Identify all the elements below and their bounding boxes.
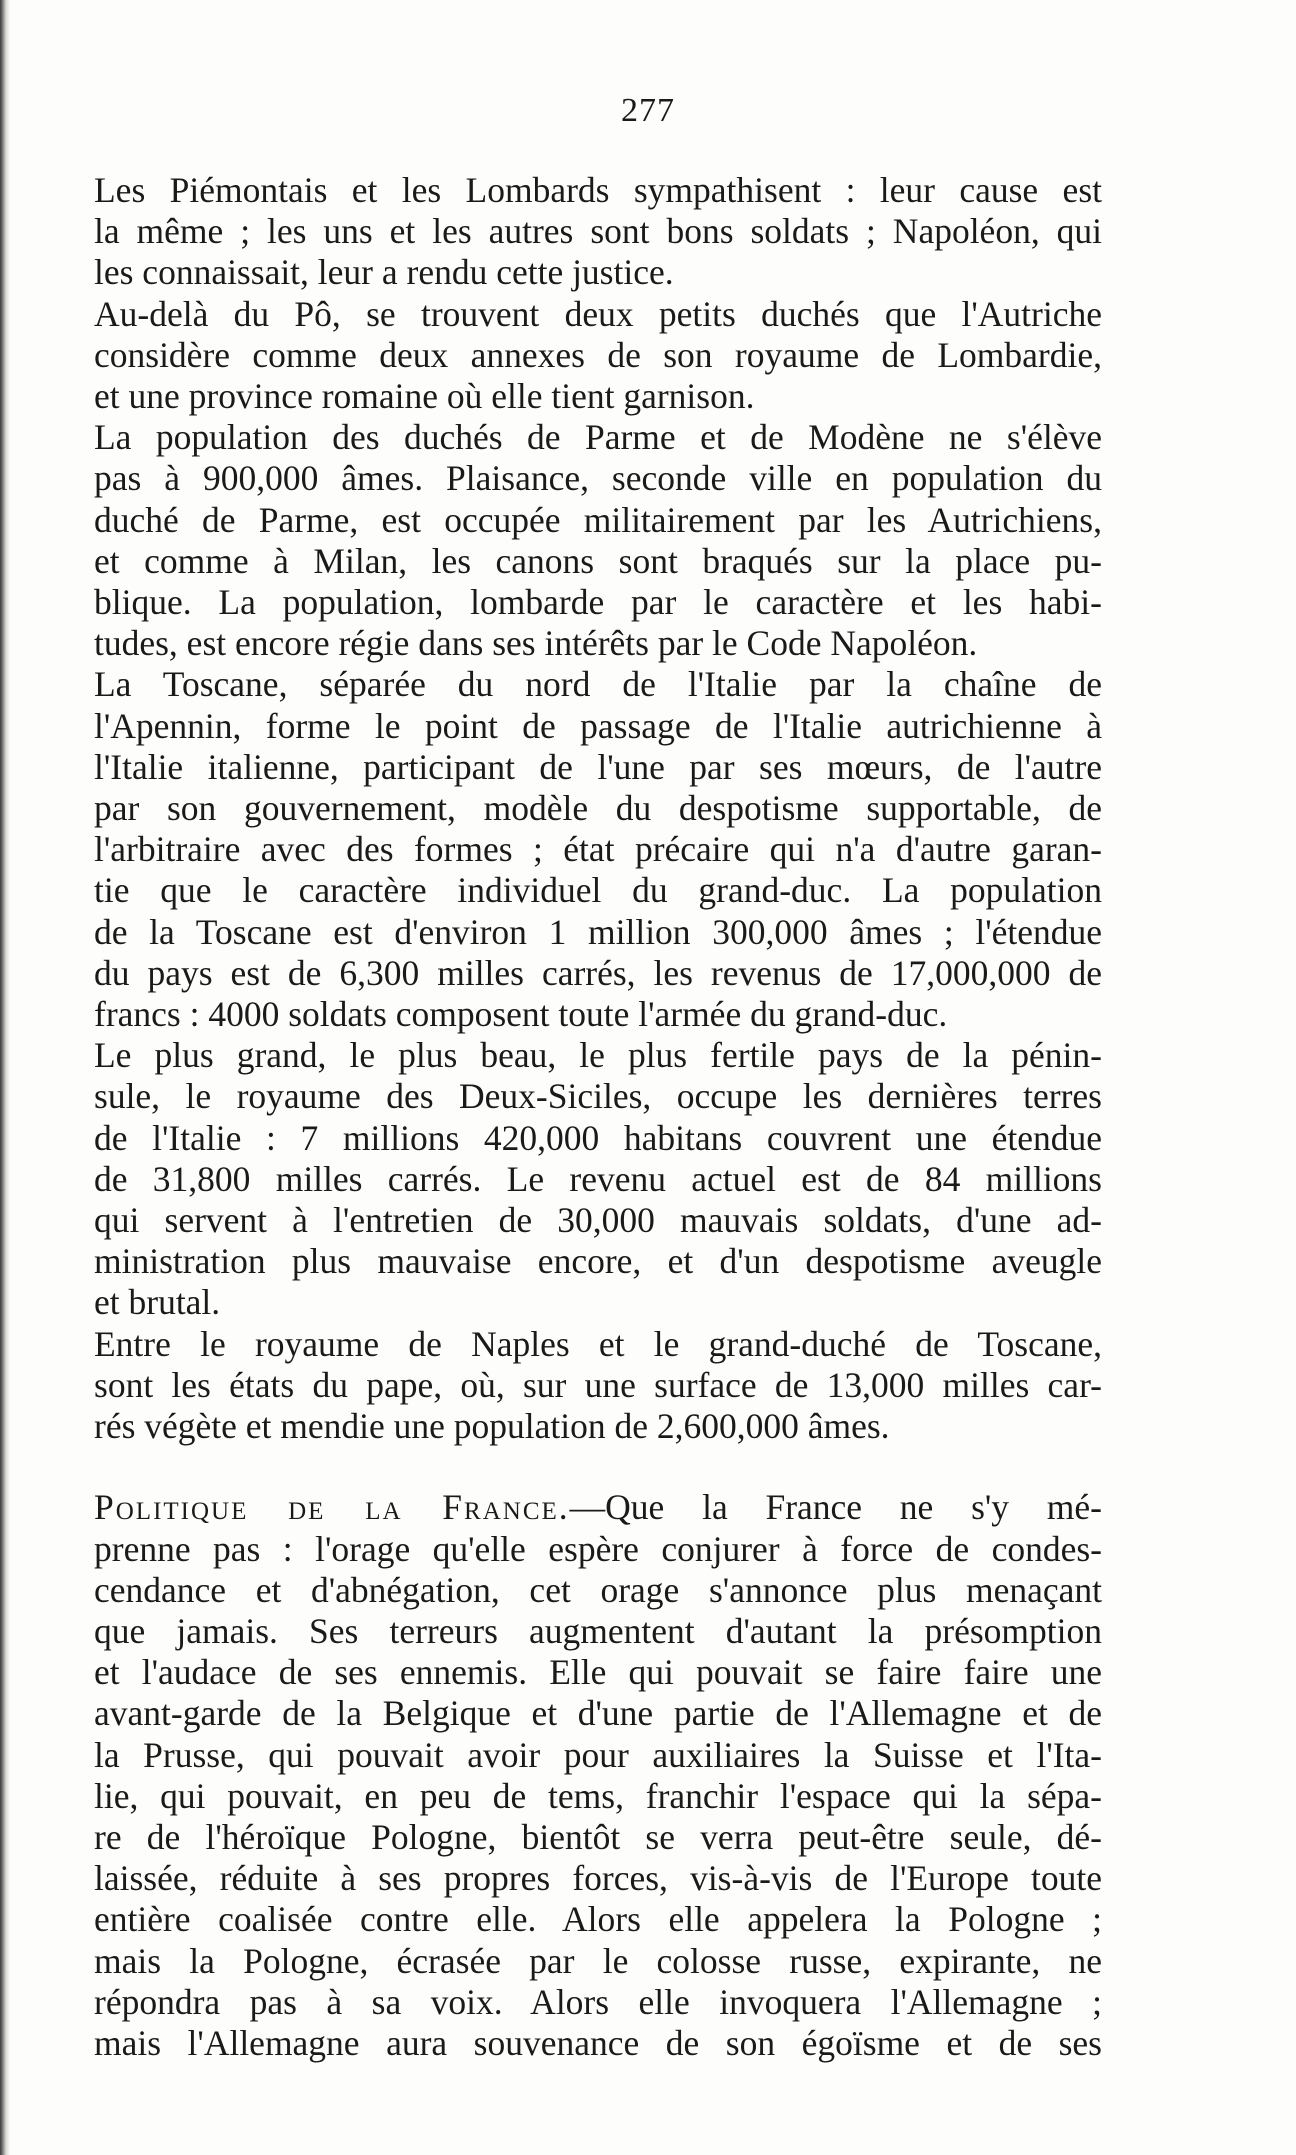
text-line: la même ; les uns et les autres sont bons soldats ; Napoléon, qui [94,211,1102,252]
text-line: La Toscane, séparée du nord de l'Italie par la chaîne de [94,664,1102,705]
text-line: blique. La population, lombarde par le caractère et les habi- [94,582,1102,623]
text-line: répondra pas à sa voix. Alors elle invoquera l'Allemagne ; [94,1981,1102,2022]
text-line: ministration plus mauvaise encore, et d'un despotisme aveugle [94,1241,1102,1282]
text-line: duché de Parme, est occupée militairement par les Autrichiens, [94,499,1102,540]
text-line: et l'audace de ses ennemis. Elle qui pouvait se faire faire une [94,1652,1102,1693]
text-line: et comme à Milan, les canons sont braqués sur la place pu- [94,540,1102,581]
text-line: de 31,800 milles carrés. Le revenu actuel est de 84 millions [94,1158,1102,1199]
page-number: 277 [621,92,675,129]
section-heading-continuation: —Que la France ne s'y mé- [569,1487,1102,1528]
text-line: les connaissait, leur a rendu cette justice. [94,252,674,293]
text-line: francs : 4000 soldats composent toute l'armée du grand-duc. [94,994,948,1035]
text-line: l'arbitraire avec des formes ; état précaire qui n'a d'autre garan- [94,829,1102,870]
text-line: pas à 900,000 âmes. Plaisance, seconde ville en population du [94,458,1102,499]
text-line: Entre le royaume de Naples et le grand-duché de Toscane, [94,1323,1102,1364]
text-line: par son gouvernement, modèle du despotisme supportable, de [94,788,1102,829]
section-politique-france [62,1487,1102,2064]
body-text [62,170,1102,2064]
section-heading: Politique de la France. [94,1487,570,1528]
text-line: rés végète et mendie une population de 2,600,000 âmes. [94,1406,890,1447]
text-line: de la Toscane est d'environ 1 million 300,000 âmes ; l'étendue [94,911,1102,952]
text-line: que jamais. Ses terreurs augmentent d'autant la présomption [94,1610,1102,1651]
text-line: tie que le caractère individuel du grand-duc. La population [94,870,1102,911]
text-line: tudes, est encore régie dans ses intérêts par le Code Napoléon. [94,623,978,664]
paragraph-tuscany [62,664,1102,1035]
paragraph-duchies [62,294,1102,418]
text-line: l'Apennin, forme le point de passage de l'Italie autrichienne à [94,705,1102,746]
text-line: et brutal. [94,1282,221,1323]
text-line: du pays est de 6,300 milles carrés, les revenus de 17,000,000 de [94,952,1102,993]
text-line: Au-delà du Pô, se trouvent deux petits duchés que l'Autriche [94,293,1102,334]
paragraph-parma-modena [62,417,1102,664]
text-line: Les Piémontais et les Lombards sympathisent : leur cause est [94,170,1102,210]
text-line: laissée, réduite à ses propres forces, vis-à-vis de l'Europe toute [94,1858,1102,1899]
text-line: sont les états du pape, où, sur une surface de 13,000 milles car- [94,1364,1102,1405]
text-line [62,1487,1102,1528]
text-line: mais l'Allemagne aura souvenance de son égoïsme et de ses [94,2022,1102,2063]
text-line: la Prusse, qui pouvait avoir pour auxiliaires la Suisse et l'Ita- [94,1734,1102,1775]
text-line: sule, le royaume des Deux-Siciles, occupe les dernières terres [94,1076,1102,1117]
text-line: considère comme deux annexes de son royaume de Lombardie, [94,334,1102,375]
paragraph-papal-states [62,1324,1102,1448]
text-line: de l'Italie : 7 millions 420,000 habitans couvrent une étendue [94,1117,1102,1158]
paragraph-piedmont-lombardy [62,170,1102,294]
text-line: l'Italie italienne, participant de l'une par ses mœurs, de l'autre [94,746,1102,787]
text-line: La population des duchés de Parme et de Modène ne s'élève [94,417,1102,458]
text-line: entière coalisée contre elle. Alors elle appelera la Pologne ; [94,1899,1102,1940]
text-line: re de l'héroïque Pologne, bientôt se verra peut-être seule, dé- [94,1816,1102,1857]
text-line: et une province romaine où elle tient garnison. [94,376,755,417]
section-gap [62,1447,1102,1487]
text-line: cendance et d'abnégation, cet orage s'annonce plus menaçant [94,1569,1102,1610]
text-line: lie, qui pouvait, en peu de tems, franchir l'espace qui la sépa- [94,1775,1102,1816]
text-line: mais la Pologne, écrasée par le colosse russe, expirante, ne [94,1940,1102,1981]
paragraph-two-sicilies [62,1035,1102,1323]
text-line: qui servent à l'entretien de 30,000 mauvais soldats, d'une ad- [94,1200,1102,1241]
text-line: prenne pas : l'orage qu'elle espère conjurer à force de condes- [94,1528,1102,1569]
text-line: Le plus grand, le plus beau, le plus fertile pays de la pénin- [94,1035,1102,1076]
text-line: avant-garde de la Belgique et d'une partie de l'Allemagne et de [94,1693,1102,1734]
binding-edge [0,0,10,2155]
